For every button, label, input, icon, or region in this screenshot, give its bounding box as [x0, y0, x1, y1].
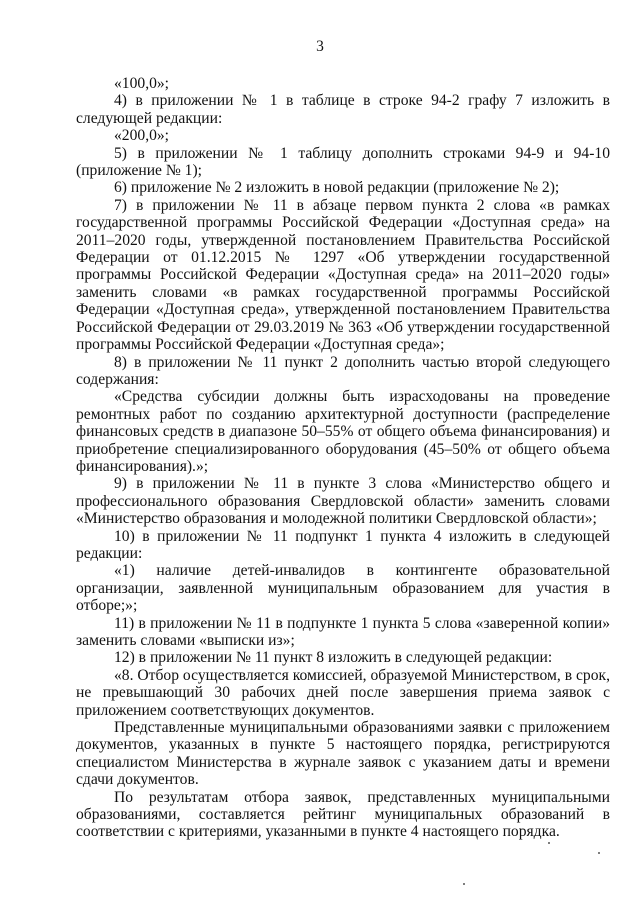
- paragraph: «Средства субсидии должны быть израсходованы на проведение ремонтных работ по созданию архитектурной доступности (распределение финансовых средств в диапазоне 50–55% от общего объема финансирования) и приобретение специализированного оборудования (45–50% от общего объема финансирования).»;: [76, 388, 610, 475]
- paragraph: 9) в приложении № 11 в пункте 3 слова «Министерство общего и профессионального образования Свердловской области» заменить словами «Министерство образования и молодежной политики Свердловской области»;: [76, 475, 610, 528]
- paragraph: 8) в приложении № 11 пункт 2 дополнить частью второй следующего содержания:: [76, 353, 610, 388]
- scan-speck: [463, 883, 465, 885]
- paragraph: 10) в приложении № 11 подпункт 1 пункта 4 изложить в следующей редакции:: [76, 527, 610, 562]
- paragraph: 4) в приложении № 1 в таблице в строке 94-2 графу 7 изложить в следующей редакции:: [76, 92, 610, 127]
- paragraph: 7) в приложении № 11 в абзаце первом пункта 2 слова «в рамках государственной программы Российской Федерации «Доступная среда» на 2011–2020 годы, утвержденной постановлением Правительства Российской Федерации от 01.12.2015 № 1297 «Об утверждении государственной программы Российской Федерации «Доступная среда» на 2011–2020 годы» заменить словами «в рамках государственной программы Российской Федерации «Доступная среда», утвержденной постановлением Правительства Российской Федерации от 29.03.2019 № 363 «Об утверждении государственной программы Российской Федерации «Доступная среда»;: [76, 196, 610, 354]
- paragraph: 6) приложение № 2 изложить в новой редакции (приложение № 2);: [114, 179, 560, 197]
- paragraph: По результатам отбора заявок, представленных муниципальными образованиями, составляется рейтинг муниципальных образований в соответствии с критериями, указанными в пункте 4 настоящего порядка.: [76, 788, 610, 841]
- paragraph: 11) в приложении № 11 в подпункте 1 пункта 5 слова «заверенной копии» заменить словами «выписки из»;: [76, 614, 610, 649]
- paragraph: Представленные муниципальными образованиями заявки с приложением документов, указанных в пункте 5 настоящего порядка, регистрируются специалистом Министерства в журнале заявок с указанием даты и времени сдачи документов.: [76, 719, 610, 789]
- paragraph: «1) наличие детей-инвалидов в контингенте образовательной организации, заявленной муниципальным образованием для участия в отборе;»;: [76, 562, 610, 615]
- paragraph: 12) в приложении № 11 пункт 8 изложить в следующей редакции:: [114, 649, 553, 667]
- paragraph: 5) в приложении № 1 таблицу дополнить строками 94-9 и 94-10 (приложение № 1);: [76, 144, 610, 180]
- page-number: 3: [316, 38, 324, 55]
- scan-speck: [548, 842, 550, 844]
- scan-speck: [598, 852, 600, 854]
- paragraph: «200,0»;: [114, 127, 170, 145]
- document-body: [76, 75, 610, 841]
- paragraph: «100,0»;: [114, 75, 170, 92]
- paragraph: «8. Отбор осуществляется комиссией, образуемой Министерством, в срок, не превышающий 30 рабочих дней после завершения приема заявок с приложением соответствующих документов.: [76, 666, 610, 719]
